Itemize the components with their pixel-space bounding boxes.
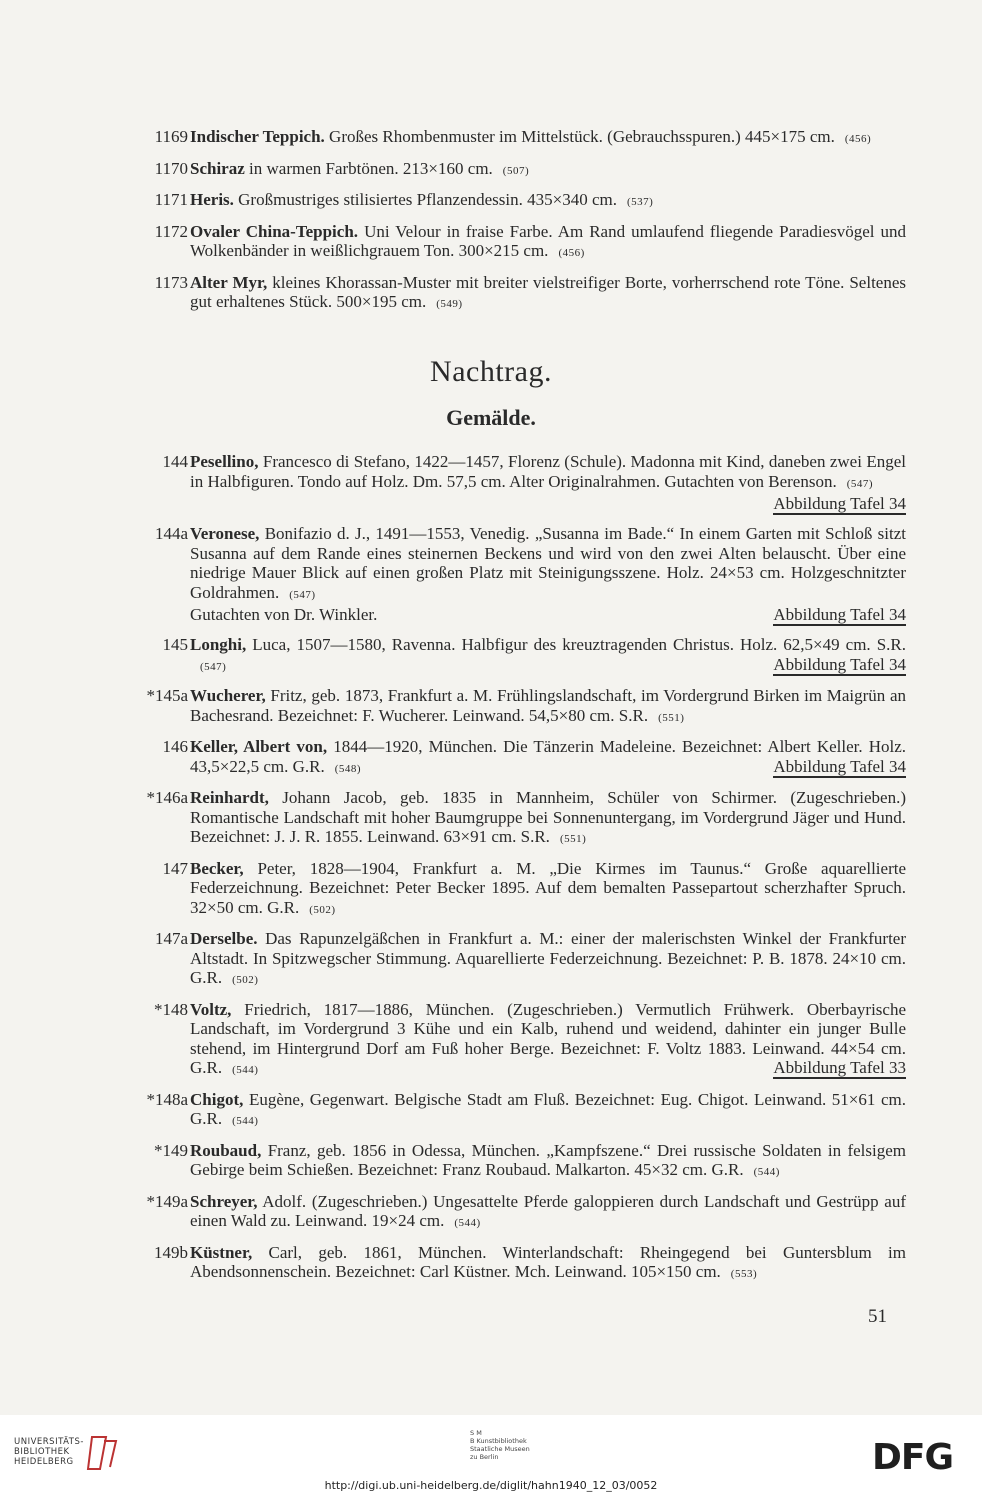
artist-name: Chigot, [190,1089,244,1109]
entry-description: Das Rapunzelgäßchen in Frankfurt a. M.: einer der malerischsten Winkel der Frankfurter Altstadt. In Spitzwegscher Stimmung. Aquarellierte Federzeichnung. Bezeichnet: P. B. 1878. 24×10 cm. G.R. [190,929,907,987]
artist-name: Longhi, [190,635,247,654]
smb-line: zu Berlin [470,1453,499,1461]
lot-number: *149 [154,1140,188,1160]
catalog-entry [140,273,906,315]
inventory-code: (548) [334,762,362,775]
artist-name: Voltz, [190,999,232,1019]
lot-number: 1173 [154,272,188,292]
university-library-name [14,1437,84,1467]
dfg-logo: DFG [872,1437,954,1478]
lot-number: 149b [154,1242,188,1262]
artist-name: Wucherer, [190,686,266,705]
entry-description: Eugène, Gegenwart. Belgische Stadt am Fluß. Bezeichnet: Eug. Chigot. Leinwand. 51×61 cm. G.R. [190,1089,907,1128]
plate-reference: Abbildung Tafel 34 [773,494,906,513]
heidelberg-logo-icon [86,1433,120,1473]
inventory-code: (544) [232,1115,259,1127]
artist-name: Alter Myr, [190,272,268,292]
section-heading: Nachtrag. [430,355,552,388]
artist-name: Keller, Albert von, [190,737,328,756]
inventory-code: (551) [559,833,587,845]
entry-description: Luca, 1507—1580, Ravenna. Halbfigur des kreuztragenden Christus. Holz. 62,5×49 cm. S.R. [252,635,906,654]
catalog-entry [140,1192,906,1234]
artist-name: Pesellino, [190,452,259,471]
catalog-entry [140,1243,906,1285]
lot-number: *148a [146,1089,188,1109]
lot-number: 1170 [154,158,188,178]
lot-number: 1171 [154,190,188,209]
artist-name: Ovaler China-Teppich. [190,221,359,241]
entry-description: Francesco di Stefano, 1422—1457, Florenz (Schule). Madonna mit Kind, daneben zwei Engel in Halbfiguren. Tondo auf Holz. Dm. 57,5 cm. Alter Originalrahmen. Gutachten von Berenson. [190,452,906,491]
entry-description: Bonifazio d. J., 1491—1553, Venedig. „Susanna im Bade.“ In einem Garten mit Schloß sitzt Susanna auf dem Rande eines steinernen Beckens und wird von den zwei Alten belauscht. Über eine niedrige Mauer Blick auf einen großen Platz mit Steinigungsszene. Holz. 24×53 cm. Holzgeschnitzter Goldrahmen. [190,524,906,602]
entry-description: Fritz, geb. 1873, Frankfurt a. M. Frühlingslandschaft, im Vordergrund Birken im Maigrün an Bachesrand. Bezeichnet: F. Wucherer. Leinwand. 54,5×80 cm. S.R. [190,686,907,725]
inventory-code: (544) [753,1166,780,1178]
catalog-entry [140,159,906,182]
entry-description: 1844—1920, München. Die Tänzerin Madeleine. Bezeichnet: Albert Keller. Holz. 43,5×22,5 cm. G.R. [190,737,907,776]
entry-description: Franz, geb. 1856 in Odessa, München. „Kampfszene.“ Drei russische Soldaten in felsigem Gebirge beim Schießen. Bezeichnet: Franz Roubaud. Malkarton. 45×32 cm. G.R. [190,1140,907,1179]
catalog-entry [140,1090,906,1132]
catalog-entry [140,686,906,728]
painting-entries [140,452,906,1294]
inventory-code: (502) [309,903,336,916]
entry-description: Johann Jacob, geb. 1835 in Mannheim, Schüler von Schirmer. (Zugeschrieben.) Romantische Landschaft mit hoher Baumgruppe bei Sonnenuntergang, im Vordergrund Jäger und Hund. Bezeichnet: J. J. R. 1855. Leinwand. 63×91 cm. S.R. [190,788,907,846]
lot-number: 144 [162,452,188,471]
lot-number: 145 [162,635,188,654]
smb-line: B Kunstbibliothek [470,1437,527,1445]
inventory-code: (547) [200,660,227,673]
catalog-entry [140,737,906,779]
artist-name: Schreyer, [190,1191,258,1211]
inventory-code: (507) [502,164,530,177]
lot-number: 146 [162,737,188,756]
entry-description: Peter, 1828—1904, Frankfurt a. M. „Die Kirmes im Taunus.“ Große aquarellierte Federzeichnung. Bezeichnet: Peter Becker 1895. Auf dem bemalten Passepartout scherzhafter Spruch. 32×50 cm. G.R. [190,858,906,917]
inventory-code: (456) [844,133,872,145]
inventory-code: (544) [232,1064,259,1076]
artist-name: Schiraz [190,158,245,178]
entry-description: in warmen Farbtönen. 213×160 cm. [249,158,493,178]
artist-name: Küstner, [190,1242,253,1262]
inventory-code: (549) [436,298,463,310]
entry-note: Gutachten von Dr. Winkler. [190,605,378,624]
catalog-entry [140,859,906,921]
lot-number: 147a [154,929,188,948]
artist-name: Roubaud, [190,1140,262,1160]
uni-line: HEIDELBERG [14,1457,74,1467]
plate-reference: Abbildung Tafel 34 [773,605,906,624]
inventory-code: (537) [626,196,654,208]
artist-name: Heris. [190,190,234,209]
catalog-entry [140,1000,906,1081]
inventory-code: (456) [558,247,585,259]
entry-description: Friedrich, 1817—1886, München. (Zugeschrieben.) Vermutlich Frühwerk. Oberbayrische Landschaft, im Vordergrund 3 Kühe und ein Kalb, ruhend und weidend, dahinter ein junger Bulle stehend, im Hintergrund Dorf am Fuß hoher Berge. Bezeichnet: F. Voltz 1883. Leinwand. 44×54 cm. G.R. [190,999,907,1077]
lot-number: 1172 [154,221,188,241]
catalog-entry [140,190,906,213]
catalog-entry [140,635,906,677]
inventory-code: (547) [846,477,874,490]
catalog-entry [140,524,906,626]
carpet-entries [140,127,906,324]
lot-number: *149a [146,1191,188,1211]
artist-name: Veronese, [190,524,260,543]
inventory-code: (551) [658,711,685,724]
entry-description: Carl, geb. 1861, München. Winterlandschaft: Rheingegend bei Guntersblum im Abendsonnenschein. Bezeichnet: Carl Küstner. Mch. Leinwand. 105×150 cm. [190,1242,906,1281]
catalog-entry [140,788,906,850]
lot-number: 147 [162,858,188,878]
page-number: 51 [868,1306,887,1327]
entry-description: Großmustriges stilisiertes Pflanzendessin. 435×340 cm. [238,190,617,209]
inventory-code: (547) [289,588,316,601]
inventory-code: (553) [730,1268,758,1280]
lot-number: 1169 [154,127,188,146]
catalog-entry [140,452,906,515]
catalog-entry [140,127,906,150]
plate-reference: Abbildung Tafel 34 [773,756,906,776]
entry-description: kleines Khorassan-Muster mit breiter vielstreifiger Borte, vorherrschend rote Töne. Seltenes gut erhaltenes Stück. 500×195 cm. [190,272,907,311]
plate-reference: Abbildung Tafel 33 [773,1058,906,1077]
artist-name: Derselbe. [190,929,258,948]
plate-reference: Abbildung Tafel 34 [773,654,906,674]
entry-description: Adolf. (Zugeschrieben.) Ungesattelte Pferde galoppieren durch Landschaft und Gestrüpp auf einen Wald zu. Leinwand. 19×24 cm. [190,1191,906,1230]
lot-number: *148 [154,999,188,1019]
artist-name: Indischer Teppich. [190,127,325,146]
inventory-code: (502) [232,974,259,986]
uni-line: UNIVERSITÄTS- [14,1437,84,1447]
lot-number: *146a [146,788,188,807]
lot-number: 144a [154,524,188,543]
section-subheading: Gemälde. [446,405,536,430]
footer-bar [0,1415,982,1494]
uni-line: BIBLIOTHEK [14,1447,70,1457]
entry-description: Uni Velour in fraise Farbe. Am Rand umlaufend fliegende Paradiesvögel und Wolkenbänder in weißlichgrauem Ton. 300×215 cm. [190,221,906,260]
smb-library-logo [470,1429,530,1461]
lot-number: *145a [146,686,188,705]
catalog-entry [140,929,906,991]
smb-line: S M [470,1429,482,1437]
smb-line: Staatliche Museen [470,1445,530,1453]
artist-name: Reinhardt, [190,788,269,807]
catalog-entry [140,222,906,264]
permalink-url[interactable]: http://digi.ub.uni-heidelberg.de/diglit/hahn1940_12_03/0052 [324,1479,658,1492]
inventory-code: (544) [454,1217,481,1229]
catalog-entry [140,1141,906,1183]
entry-description: Großes Rhombenmuster im Mittelstück. (Gebrauchsspuren.) 445×175 cm. [329,127,835,146]
artist-name: Becker, [190,858,244,878]
